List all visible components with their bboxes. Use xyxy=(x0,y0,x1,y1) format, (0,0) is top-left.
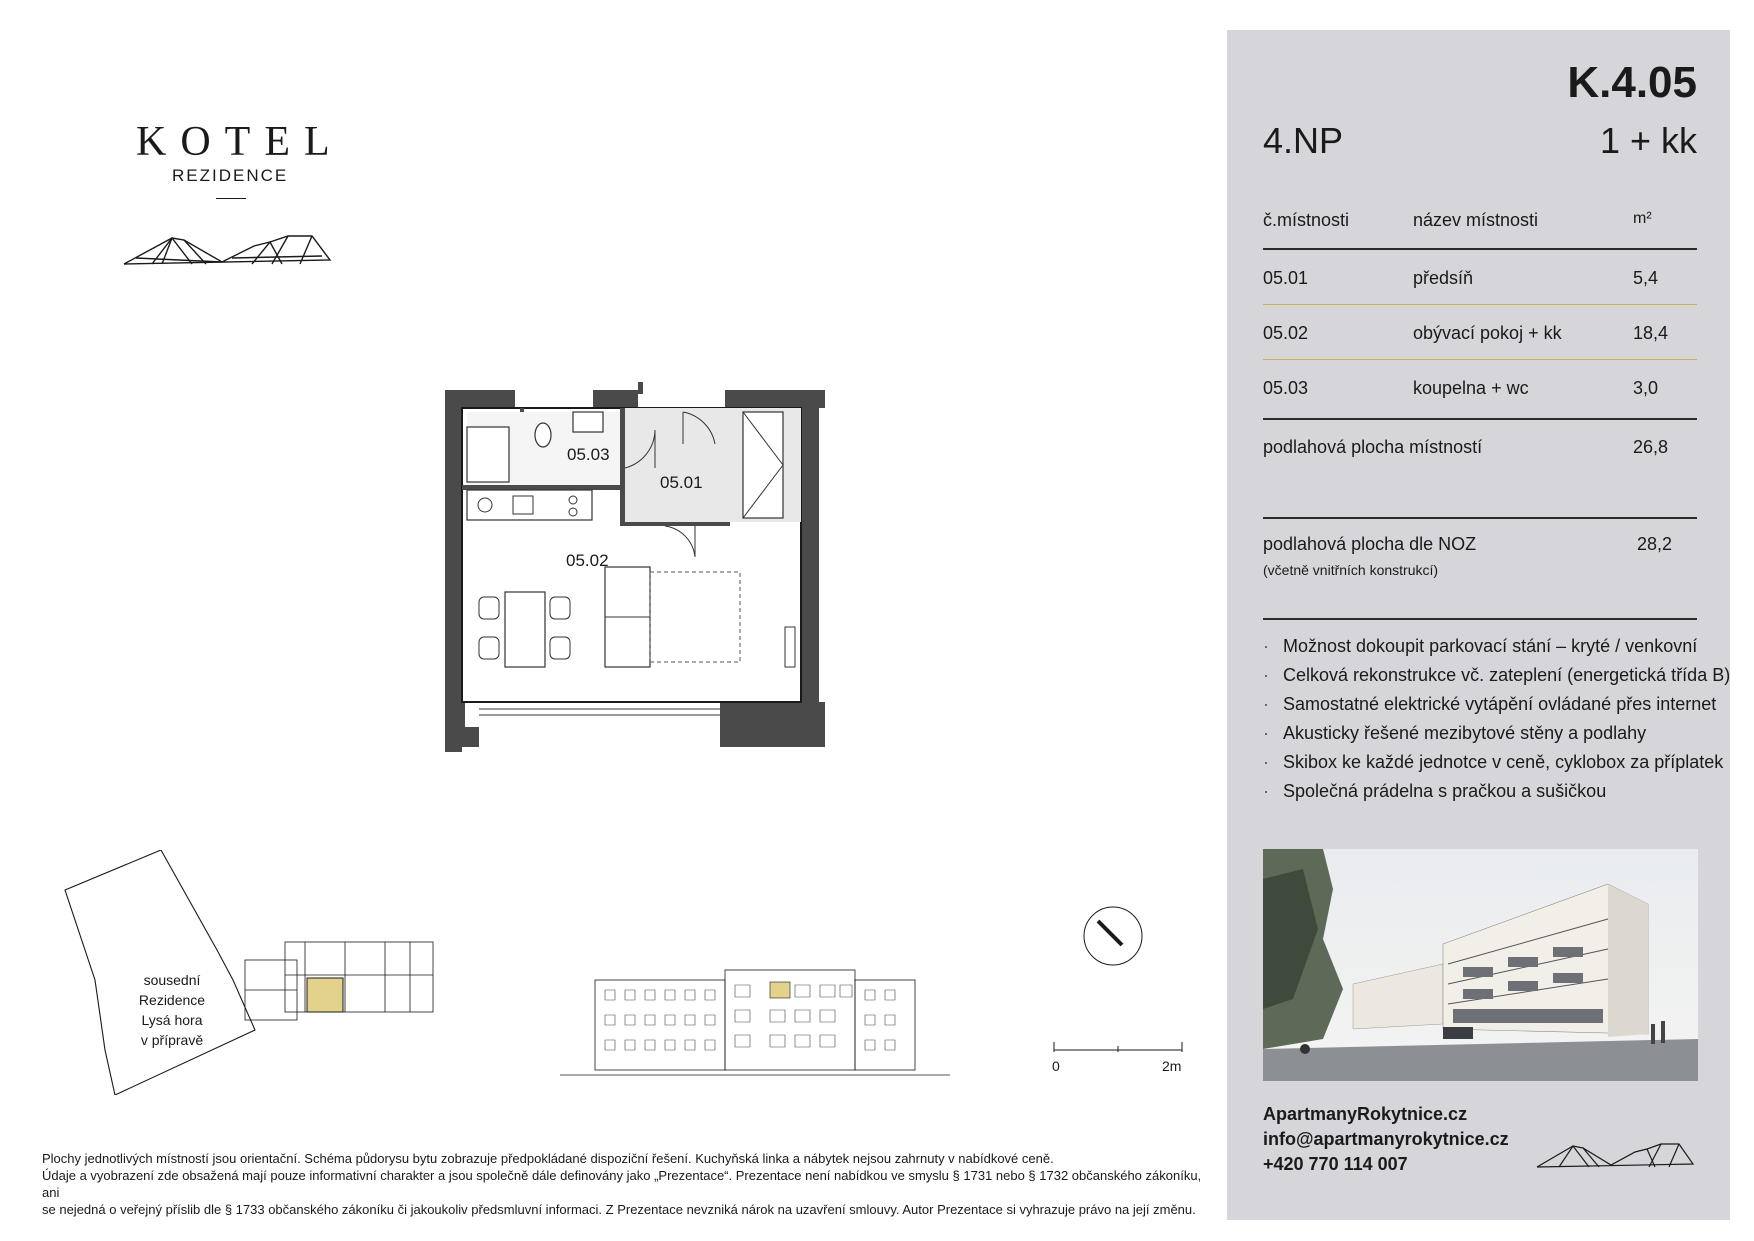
disclaimer xyxy=(42,1150,1222,1218)
row-num: 05.03 xyxy=(1263,378,1309,398)
feature-item: · Skibox ke každé jednotce v ceně, cyklobox za příplatek xyxy=(1263,752,1724,772)
contact-web[interactable]: ApartmanyRokytnice.cz xyxy=(1263,1104,1468,1124)
noz-value: 28,2 xyxy=(1637,534,1673,554)
room-label-0502: 05.02 xyxy=(566,551,609,570)
wall-hall-living xyxy=(620,522,730,526)
noz-rule xyxy=(1263,517,1697,519)
row-num: 05.01 xyxy=(1263,268,1309,288)
row-rule xyxy=(1263,359,1697,360)
wall-right xyxy=(801,390,819,735)
chair xyxy=(550,597,570,619)
floor-label: 4.NP xyxy=(1263,120,1344,161)
chair xyxy=(479,597,499,619)
scale-start: 0 xyxy=(1052,1058,1060,1074)
disclaimer-line: Plochy jednotlivých místností jsou orientační. Schéma půdorysu bytu zobrazuje předpokládané dispoziční řešení. Kuchyňská linka a nábytek nejsou zahrnuty v nabídkové ceně. xyxy=(42,1151,1054,1166)
chair xyxy=(550,637,570,659)
feature-item: · Společná prádelna s pračkou a sušičkou xyxy=(1263,781,1607,801)
unit-highlight-siteplan xyxy=(307,978,343,1012)
wardrobe xyxy=(743,412,783,518)
radiator xyxy=(785,627,795,667)
floor-area-value: 26,8 xyxy=(1633,437,1669,457)
row-name: předsíň xyxy=(1413,268,1474,288)
room-label-0501: 05.01 xyxy=(660,473,703,492)
floor-plan xyxy=(445,372,825,752)
noz-label: podlahová plocha dle NOZ xyxy=(1263,534,1477,554)
mountain-logo-small-icon xyxy=(1535,1140,1697,1170)
wall-top-stub xyxy=(638,382,643,394)
wall-left xyxy=(445,390,462,752)
header-room-name: název místnosti xyxy=(1413,210,1539,230)
table-total-rule xyxy=(1263,418,1697,420)
feature-item: · Samostatné elektrické vytápění ovládané přes internet xyxy=(1263,694,1717,714)
wall-bath-living xyxy=(462,485,620,490)
room-label-0503: 05.03 xyxy=(567,445,610,464)
feature-item: · Celková rekonstrukce vč. zateplení (energetická třída B) xyxy=(1263,665,1731,685)
building-elevation xyxy=(560,960,950,1090)
site-plan xyxy=(55,850,495,1095)
row-name: koupelna + wc xyxy=(1413,378,1529,398)
features-rule xyxy=(1263,618,1697,620)
feature-item: · Možnost dokoupit parkovací stání – kryté / venkovní xyxy=(1263,636,1698,656)
unit-highlight-elevation xyxy=(770,982,790,998)
unit-code: K.4.05 xyxy=(1567,58,1697,107)
sink-icon xyxy=(573,412,603,432)
contact-email[interactable]: info@apartmanyrokytnice.cz xyxy=(1263,1129,1509,1149)
table-header-rule xyxy=(1263,248,1697,250)
disclaimer-line: se nejedná o veřejný příslib dle § 1733 občanského zákoníku či jakoukoliv předsmluvní informaci. Z Prezentace nevzniká nárok na uzavření smlouvy. Autor Prezentace si vyhrazuje právo na její změnu. xyxy=(42,1202,1196,1217)
feature-item: · Akusticky řešené mezibytové stěny a podlahy xyxy=(1263,723,1647,743)
row-area: 5,4 xyxy=(1633,268,1659,288)
logo-wordmark: KOTEL xyxy=(136,119,344,165)
north-arrow-icon xyxy=(1082,905,1144,967)
row-num: 05.02 xyxy=(1263,323,1309,343)
contact-phone[interactable]: +420 770 114 007 xyxy=(1263,1154,1408,1174)
row-rule xyxy=(1263,304,1697,305)
bed-extension xyxy=(650,572,740,662)
wall-bath-hall xyxy=(620,408,625,523)
neighbor-label: sousední Rezidence Lysá hora v přípravě xyxy=(138,972,206,1048)
wall-top-mid xyxy=(593,390,638,408)
chair xyxy=(479,637,499,659)
dining-table xyxy=(505,592,545,667)
noz-note: (včetně vnitřních konstrukcí) xyxy=(1263,562,1439,578)
disclaimer-line: Údaje a vyobrazení zde obsažená mají pouze informativní charakter a jsou společně dále definovány jako „Prezentace“. Prezentace není nabídkou ve smyslu § 1731 nebo § 1732 občanského zákoníku, ani xyxy=(42,1168,1202,1200)
row-area: 3,0 xyxy=(1633,378,1659,398)
unit-type: 1 + kk xyxy=(1599,120,1697,161)
scale-end: 2m xyxy=(1162,1058,1182,1074)
row-area: 18,4 xyxy=(1633,323,1669,343)
mountain-logo-icon xyxy=(122,232,334,266)
header-area: m² xyxy=(1633,210,1652,227)
logo-divider xyxy=(216,198,246,199)
logo-subtitle: REZIDENCE xyxy=(172,166,289,185)
wall-bottom-left xyxy=(455,702,465,747)
scale-bar xyxy=(1052,1040,1192,1055)
living-door-swing xyxy=(665,526,695,557)
building-rendering-image xyxy=(1263,849,1698,1081)
toilet-icon xyxy=(535,423,551,447)
shower-tray xyxy=(467,427,509,482)
row-name: obývací pokoj + kk xyxy=(1413,323,1562,343)
wall-bottom-right xyxy=(720,702,825,747)
floor-area-label: podlahová plocha místností xyxy=(1263,437,1483,457)
header-room-number: č.místnosti xyxy=(1263,210,1350,230)
